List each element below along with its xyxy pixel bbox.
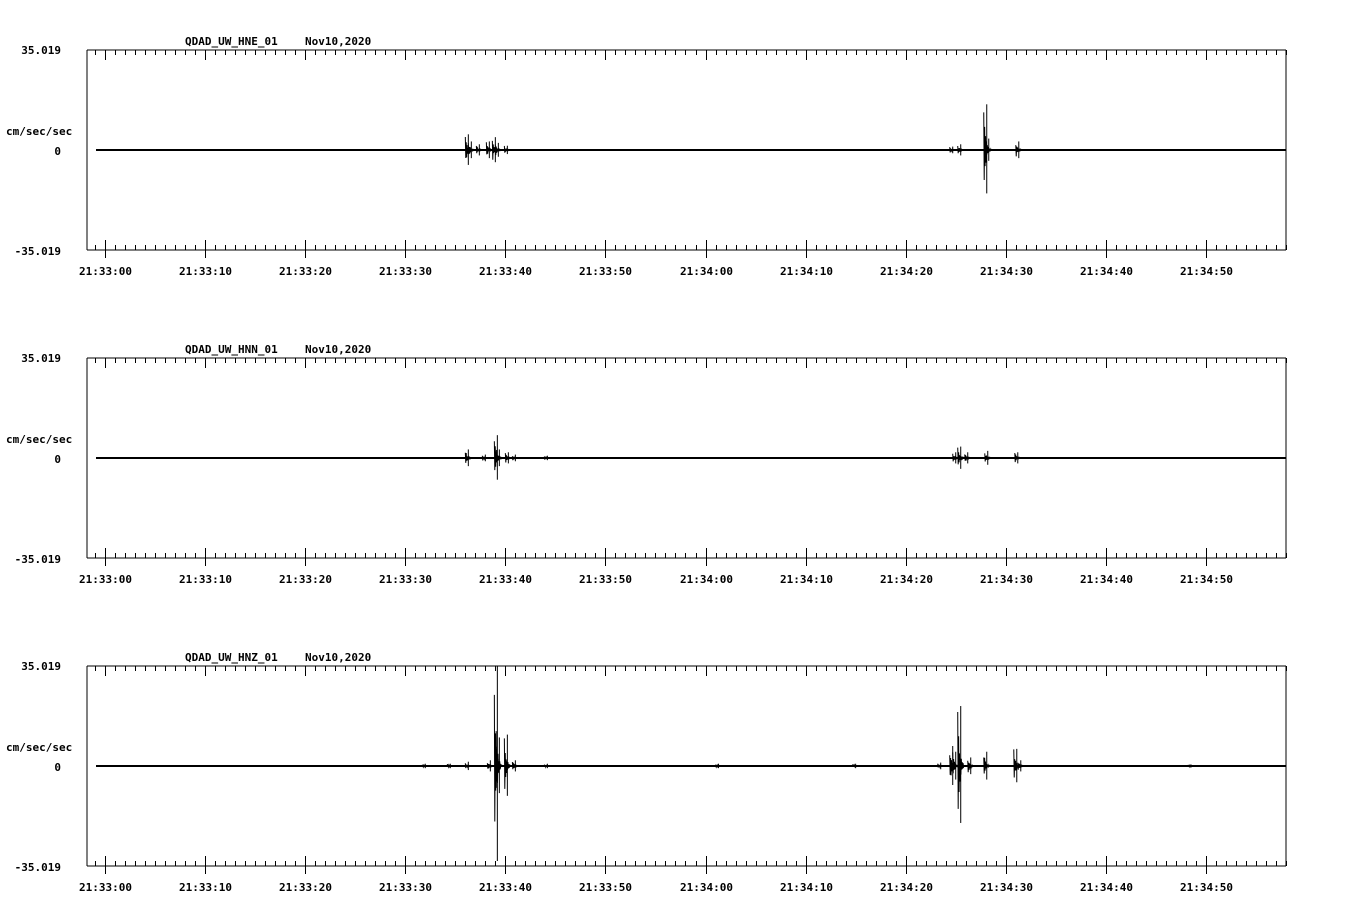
x-tick-label: 21:33:10 [179, 573, 232, 586]
y-tick-label-max: 35.019 [21, 352, 61, 365]
y-tick-label-zero: 0 [54, 145, 61, 158]
panel-2 [87, 358, 1287, 566]
y-tick-label-zero: 0 [54, 761, 61, 774]
x-tick-label: 21:34:40 [1080, 265, 1133, 278]
x-tick-label: 21:33:30 [379, 881, 432, 894]
x-tick-label: 21:34:00 [680, 881, 733, 894]
y-tick-label-min: -35.019 [14, 553, 61, 566]
date-label: Nov10,2020 [305, 343, 372, 356]
x-tick-label: 21:33:50 [579, 265, 632, 278]
x-tick-label: 21:33:00 [79, 881, 132, 894]
y-tick-label-max: 35.019 [21, 660, 61, 673]
x-tick-label: 21:34:50 [1180, 573, 1233, 586]
x-tick-label: 21:33:10 [179, 881, 232, 894]
date-label: Nov10,2020 [305, 651, 372, 664]
y-axis-label: cm/sec/sec [6, 433, 73, 446]
x-tick-label: 21:33:00 [79, 265, 132, 278]
x-tick-label: 21:34:20 [880, 265, 933, 278]
date-label: Nov10,2020 [305, 35, 372, 48]
x-tick-label: 21:34:10 [780, 881, 833, 894]
x-tick-label: 21:34:10 [780, 573, 833, 586]
x-tick-label: 21:33:50 [579, 881, 632, 894]
y-tick-label-max: 35.019 [21, 44, 61, 57]
x-tick-label: 21:34:00 [680, 573, 733, 586]
x-tick-label: 21:34:30 [980, 265, 1033, 278]
x-tick-label: 21:33:50 [579, 573, 632, 586]
x-tick-label: 21:34:50 [1180, 265, 1233, 278]
station-label: QDAD_UW_HNZ_01 [185, 651, 278, 664]
x-tick-label: 21:34:00 [680, 265, 733, 278]
panel-3 [87, 666, 1287, 874]
x-tick-label: 21:33:40 [479, 573, 532, 586]
station-label: QDAD_UW_HNE_01 [185, 35, 278, 48]
y-axis-label: cm/sec/sec [6, 741, 73, 754]
x-tick-label: 21:34:50 [1180, 881, 1233, 894]
y-tick-label-min: -35.019 [14, 861, 61, 874]
panel-1 [87, 50, 1287, 258]
x-tick-label: 21:33:10 [179, 265, 232, 278]
y-tick-label-min: -35.019 [14, 245, 61, 258]
x-tick-label: 21:33:00 [79, 573, 132, 586]
x-tick-label: 21:34:40 [1080, 573, 1133, 586]
x-tick-label: 21:33:40 [479, 265, 532, 278]
y-axis-label: cm/sec/sec [6, 125, 73, 138]
x-tick-label: 21:33:30 [379, 573, 432, 586]
x-tick-label: 21:34:20 [880, 573, 933, 586]
x-tick-label: 21:33:30 [379, 265, 432, 278]
x-tick-label: 21:33:20 [279, 881, 332, 894]
x-tick-label: 21:34:20 [880, 881, 933, 894]
x-tick-label: 21:33:20 [279, 265, 332, 278]
x-tick-label: 21:34:30 [980, 573, 1033, 586]
station-label: QDAD_UW_HNN_01 [185, 343, 278, 356]
x-tick-label: 21:34:30 [980, 881, 1033, 894]
x-tick-label: 21:34:40 [1080, 881, 1133, 894]
x-tick-label: 21:34:10 [780, 265, 833, 278]
x-tick-label: 21:33:20 [279, 573, 332, 586]
y-tick-label-zero: 0 [54, 453, 61, 466]
x-tick-label: 21:33:40 [479, 881, 532, 894]
